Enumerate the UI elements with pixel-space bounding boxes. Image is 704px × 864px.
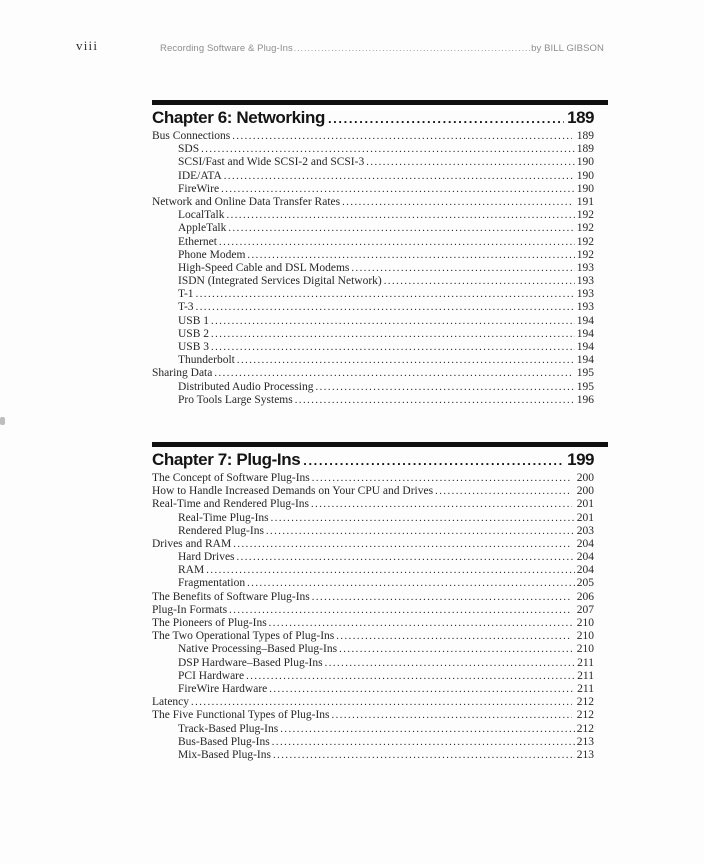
toc-chapters <box>152 100 608 762</box>
toc-entry-label: T-1 <box>178 288 194 301</box>
toc-entry-label: SCSI/Fast and Wide SCSI-2 and SCSI-3 <box>178 156 365 169</box>
leader-dots <box>201 143 575 156</box>
toc-entry-label: ISDN (Integrated Services Digital Network) <box>178 275 382 288</box>
leader-dots <box>366 156 575 169</box>
toc-entry <box>152 670 608 683</box>
leader-dots <box>228 222 574 235</box>
toc-entry-page: 210 <box>576 617 594 629</box>
toc-entry <box>152 183 608 196</box>
toc-entry <box>152 354 608 367</box>
leader-dots <box>196 288 575 301</box>
toc-entry-page: 213 <box>576 735 594 748</box>
toc-entry-label: Network and Online Data Transfer Rates <box>152 195 341 208</box>
leader-dots <box>311 498 572 511</box>
leader-dots <box>339 643 575 656</box>
toc-entry-page: 189 <box>576 130 594 142</box>
toc-entry <box>152 236 608 249</box>
toc-entry <box>152 288 608 301</box>
toc-entry-page: 193 <box>576 261 594 274</box>
toc-entry <box>152 222 608 235</box>
running-header-author: by BILL GIBSON <box>531 43 604 54</box>
leader-dots <box>295 394 575 407</box>
leader-dots <box>272 736 575 749</box>
toc-entry <box>152 630 608 643</box>
toc-entry-page: 190 <box>576 156 594 169</box>
toc-entry <box>152 143 608 156</box>
leader-dots <box>271 512 575 525</box>
toc-entry-label: The Concept of Software Plug-Ins <box>152 471 310 484</box>
leader-dots <box>233 538 572 551</box>
toc-entry-page: 194 <box>576 354 594 367</box>
toc-entry-label: Hard Drives <box>178 551 235 564</box>
toc-entry <box>152 275 608 288</box>
leader-dots <box>196 301 575 314</box>
toc-entry <box>152 249 608 262</box>
toc-entry <box>152 394 608 407</box>
chapter-entries <box>152 470 608 762</box>
chapter-heading <box>152 447 608 470</box>
leader-dots <box>247 249 574 262</box>
toc-entry-label: Drives and RAM <box>152 537 232 550</box>
toc-entry <box>152 551 608 564</box>
leader-dots <box>315 381 574 394</box>
toc-entry-label: Mix-Based Plug-Ins <box>178 748 271 761</box>
toc-entry-label: LocalTalk <box>178 209 225 222</box>
toc-entry <box>152 709 608 722</box>
toc-entry-page: 189 <box>576 143 594 156</box>
toc-entry-label: DSP Hardware–Based Plug-Ins <box>178 656 323 669</box>
toc-entry-page: 204 <box>576 537 594 550</box>
toc-entry-page: 193 <box>576 301 594 314</box>
leader-dots <box>232 130 571 143</box>
toc-entry-page: 212 <box>576 722 594 735</box>
toc-entry-label: USB 2 <box>178 327 209 340</box>
toc-entry-page: 200 <box>576 485 594 498</box>
toc-entry <box>152 696 608 709</box>
toc-entry-label: PCI Hardware <box>178 669 245 682</box>
toc-entry-label: Fragmentation <box>178 577 246 590</box>
toc-entry <box>152 156 608 169</box>
toc-entry-page: 192 <box>576 209 594 222</box>
toc-entry-label: Ethernet <box>178 235 217 248</box>
toc-entry <box>152 525 608 538</box>
toc-entry-page: 201 <box>576 511 594 524</box>
toc-entry <box>152 591 608 604</box>
toc-entry-page: 190 <box>576 169 594 182</box>
leader-dots <box>237 551 575 564</box>
page-folio: viii <box>76 38 99 53</box>
toc-entry-page: 194 <box>576 341 594 353</box>
toc-entry-page: 191 <box>576 195 594 208</box>
toc-entry-label: FireWire Hardware <box>178 682 268 695</box>
toc-entry <box>152 209 608 222</box>
toc-entry-page: 211 <box>577 682 594 695</box>
leader-dots <box>384 275 575 288</box>
toc-entry <box>152 381 608 394</box>
toc-entry <box>152 485 608 498</box>
toc-entry-page: 203 <box>576 524 594 537</box>
chapter-title: Chapter 7: Plug-Ins <box>152 449 301 469</box>
toc-entry-label: IDE/ATA <box>178 169 222 182</box>
toc-entry <box>152 564 608 577</box>
leader-dots <box>351 262 574 275</box>
leader-dots <box>336 630 571 643</box>
toc-entry <box>152 196 608 209</box>
leader-dots <box>237 354 575 367</box>
toc-entry-page: 192 <box>576 235 594 248</box>
chapter-entries <box>152 128 608 407</box>
toc-entry-label: Latency <box>152 696 190 709</box>
toc-entry <box>152 617 608 630</box>
leader-dots <box>303 452 564 470</box>
leader-dots <box>312 472 572 485</box>
toc-entry <box>152 736 608 749</box>
toc-entry <box>152 315 608 328</box>
toc-entry-page: 190 <box>576 182 594 195</box>
toc-entry <box>152 498 608 511</box>
leader-dots <box>435 485 572 498</box>
toc-entry-page: 204 <box>576 564 594 577</box>
leader-dots <box>294 43 530 54</box>
leader-dots <box>342 196 572 209</box>
toc-entry-label: AppleTalk <box>178 222 227 235</box>
leader-dots <box>219 236 575 249</box>
toc-entry-page: 204 <box>576 551 594 564</box>
leader-dots <box>269 683 575 696</box>
leader-dots <box>224 170 575 183</box>
toc-entry-label: Track-Based Plug-Ins <box>178 722 279 735</box>
toc-entry-label: USB 3 <box>178 341 209 353</box>
toc-entry <box>152 723 608 736</box>
toc-entry-label: Plug-In Formats <box>152 603 228 616</box>
toc-entry <box>152 512 608 525</box>
toc-entry-label: Distributed Audio Processing <box>178 380 314 393</box>
toc-entry-page: 205 <box>576 577 594 590</box>
toc-entry-label: Pro Tools Large Systems <box>178 393 293 406</box>
toc-entry-page: 194 <box>576 327 594 340</box>
toc-entry <box>152 262 608 275</box>
leader-dots <box>266 525 575 538</box>
toc-entry <box>152 683 608 696</box>
toc-entry <box>152 643 608 656</box>
chapter-page-number: 189 <box>567 108 594 127</box>
toc-entry-label: Sharing Data <box>152 367 213 380</box>
toc-entry-label: Rendered Plug-Ins <box>178 524 264 537</box>
toc-entry <box>152 367 608 380</box>
leader-dots <box>211 341 575 354</box>
toc-entry-label: Bus-Based Plug-Ins <box>178 735 270 748</box>
leader-dots <box>211 328 575 341</box>
toc-entry <box>152 472 608 485</box>
toc-entry-label: Real-Time Plug-Ins <box>178 511 269 524</box>
toc-entry <box>152 577 608 590</box>
running-header-title: Recording Software & Plug-Ins <box>160 43 293 54</box>
leader-dots <box>328 110 564 128</box>
toc-entry-label: Bus Connections <box>152 130 231 142</box>
toc-entry <box>152 604 608 617</box>
toc-entry-label: Thunderbolt <box>178 354 235 367</box>
leader-dots <box>206 564 575 577</box>
chapter-title: Chapter 6: Networking <box>152 108 325 127</box>
toc-entry-page: 210 <box>576 630 594 643</box>
chapter-heading <box>152 105 608 128</box>
toc-entry-page: 195 <box>576 367 594 380</box>
toc-entry-label: Real-Time and Rendered Plug-Ins <box>152 498 310 511</box>
toc-entry-page: 207 <box>576 603 594 616</box>
leader-dots <box>312 591 572 604</box>
toc-entry <box>152 657 608 670</box>
toc-entry-label: The Pioneers of Plug-Ins <box>152 617 267 629</box>
toc-entry-label: Phone Modem <box>178 248 246 261</box>
leader-dots <box>214 367 571 380</box>
leader-dots <box>221 183 575 196</box>
toc-entry-label: The Five Functional Types of Plug-Ins <box>152 709 330 722</box>
leader-dots <box>229 604 572 617</box>
toc-entry-label: The Two Operational Types of Plug-Ins <box>152 630 335 643</box>
toc-entry-page: 193 <box>576 275 594 288</box>
toc-entry <box>152 130 608 143</box>
leader-dots <box>280 723 575 736</box>
toc-entry <box>152 301 608 314</box>
toc-entry-page: 210 <box>576 643 594 656</box>
toc-entry-page: 212 <box>576 696 594 709</box>
toc-entry-page: 196 <box>576 393 594 406</box>
toc-entry-page: 192 <box>576 222 594 235</box>
leader-dots <box>273 749 575 762</box>
toc-entry-page: 201 <box>576 498 594 511</box>
scan-artifact-speck <box>0 417 5 425</box>
toc-entry-page: 212 <box>576 709 594 722</box>
toc-entry-label: The Benefits of Software Plug-Ins <box>152 590 310 603</box>
leader-dots <box>211 315 575 328</box>
toc-entry-page: 206 <box>576 590 594 603</box>
chapter-section <box>152 442 608 762</box>
toc-entry-label: RAM <box>178 564 205 577</box>
running-header <box>160 43 604 54</box>
toc-entry-label: FireWire <box>178 182 220 195</box>
toc-entry <box>152 538 608 551</box>
toc-entry-page: 200 <box>576 471 594 484</box>
toc-entry-label: How to Handle Increased Demands on Your CPU and Drives <box>152 485 434 498</box>
toc-entry <box>152 170 608 183</box>
leader-dots <box>246 670 575 683</box>
chapter-page-number: 199 <box>567 449 594 469</box>
toc-entry-page: 211 <box>577 669 594 682</box>
toc-entry-label: Native Processing–Based Plug-Ins <box>178 643 338 656</box>
leader-dots <box>226 209 574 222</box>
toc-entry-page: 211 <box>577 656 594 669</box>
leader-dots <box>191 696 572 709</box>
leader-dots <box>332 709 572 722</box>
toc-entry-page: 193 <box>576 288 594 301</box>
toc-entry-label: USB 1 <box>178 314 209 327</box>
leader-dots <box>247 577 575 590</box>
leader-dots <box>325 657 576 670</box>
leader-dots <box>269 617 572 630</box>
toc-entry-label: SDS <box>178 143 200 156</box>
toc-entry <box>152 341 608 354</box>
toc-entry <box>152 328 608 341</box>
toc-entry-page: 195 <box>576 380 594 393</box>
chapter-section <box>152 100 608 407</box>
toc-entry-page: 194 <box>576 314 594 327</box>
toc-entry-page: 213 <box>576 748 594 761</box>
toc-entry-label: High-Speed Cable and DSL Modems <box>178 261 350 274</box>
toc-entry-page: 192 <box>576 248 594 261</box>
toc-entry <box>152 749 608 762</box>
toc-entry-label: T-3 <box>178 301 194 314</box>
